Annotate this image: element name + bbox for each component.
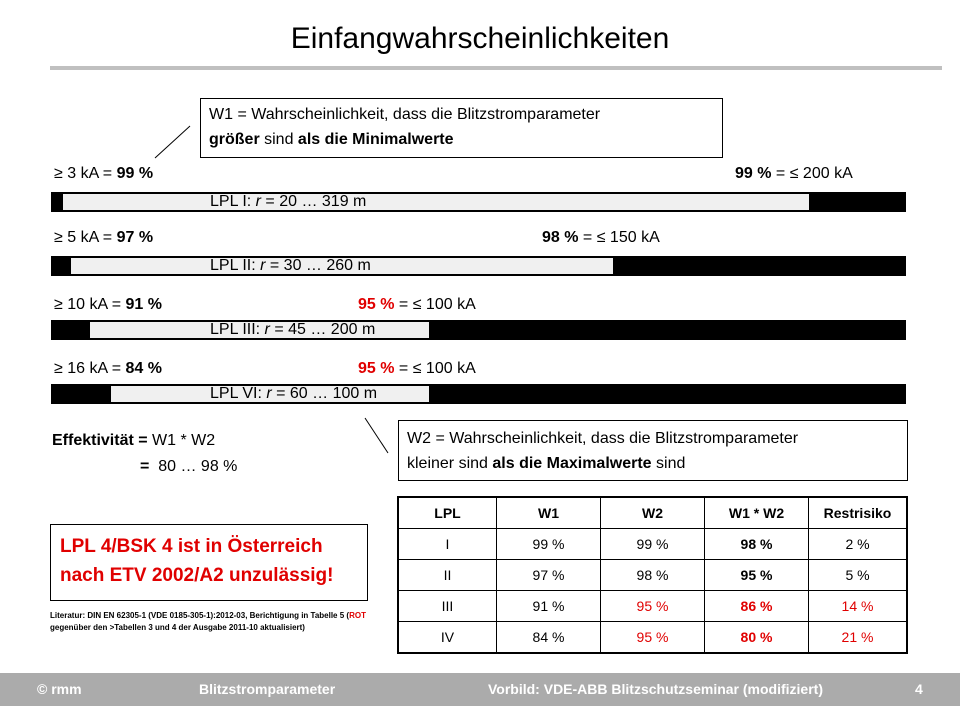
effectiveness-formula [52, 432, 215, 450]
effectiveness-formula-text: W1 * W2 [152, 432, 216, 449]
cell-restrisiko: 2 % [809, 529, 908, 560]
cell-w1w2: 98 % [705, 529, 809, 560]
cell-w2: 98 % [601, 560, 705, 591]
w2-definition-line2 [407, 451, 899, 476]
effectiveness-result [140, 458, 237, 476]
w2-definition-line1: W2 = Wahrscheinlichkeit, dass die Blitzstromparameter [407, 430, 799, 447]
row-4-left-label [54, 360, 162, 378]
lpl-4-label-r: r [266, 385, 272, 402]
row-3-right-suffix: = ≤ 100 kA [394, 296, 476, 313]
row-4-right-suffix: = ≤ 100 kA [394, 360, 476, 377]
table-row [398, 591, 907, 622]
cell-w1: 99 % [497, 529, 601, 560]
literature-reference [50, 610, 370, 634]
row-1-right-value: 99 % [735, 165, 772, 182]
table-row [398, 622, 907, 654]
lpl-1-range-bar [51, 192, 906, 212]
cell-w2: 95 % [601, 591, 705, 622]
lpl-4-label-range: = 60 … 100 m [271, 385, 378, 402]
w2-line2-start: kleiner sind [407, 455, 493, 472]
lpl-2-label-r: r [260, 257, 266, 274]
header-restrisiko: Restrisiko [809, 497, 908, 529]
lpl-2-label-range: = 30 … 260 m [265, 257, 371, 274]
w1-definition-line2 [209, 127, 714, 152]
w1-connector-line [155, 126, 190, 158]
warning-line1: LPL 4/BSK 4 ist in Österreich [60, 536, 323, 557]
lpl-2-range-label [210, 257, 371, 275]
row-2-right-label [542, 229, 660, 247]
cell-lpl: IV [398, 622, 497, 654]
w2-line2-end: sind [651, 455, 686, 472]
footer-source: Vorbild: VDE-ABB Blitzschutzseminar (modifiziert) [488, 681, 823, 697]
effectiveness-label: Effektivität = [52, 432, 153, 449]
effectiveness-value: 80 … 98 % [158, 458, 238, 475]
row-2-right-suffix: = ≤ 150 kA [578, 229, 660, 246]
row-2-left-label [54, 229, 153, 247]
cell-lpl: II [398, 560, 497, 591]
header-w1w2: W1 * W2 [705, 497, 809, 529]
w1-mid-text: sind [259, 131, 298, 148]
header-lpl: LPL [398, 497, 497, 529]
lpl-1-label-prefix: LPL I: [210, 193, 256, 210]
cell-lpl: I [398, 529, 497, 560]
cell-w2: 99 % [601, 529, 705, 560]
w1-definition-line1: W1 = Wahrscheinlichkeit, dass die Blitzstromparameter [209, 106, 601, 123]
row-2-right-value: 98 % [542, 229, 579, 246]
row-1-right-label [735, 165, 853, 183]
w1-bold-greater: größer [209, 131, 260, 148]
footer-page-number: 4 [915, 681, 923, 697]
cell-w1: 97 % [497, 560, 601, 591]
lpl-2-label-prefix: LPL II: [210, 257, 261, 274]
page-title: Einfangwahrscheinlichkeiten [290, 22, 670, 55]
cell-w2: 95 % [601, 622, 705, 654]
slide-footer [0, 673, 960, 706]
row-4-right-label [358, 360, 476, 378]
lpl-4-label-prefix: LPL VI: [210, 385, 267, 402]
row-1-left-value: 99 % [116, 165, 154, 182]
lpl-1-label-range: = 20 … 319 m [260, 193, 367, 210]
row-4-right-value: 95 % [358, 360, 395, 377]
row-3-right-value: 95 % [358, 296, 395, 313]
literature-rot: ROT [349, 611, 366, 620]
row-4-left-prefix: ≥ 16 kA = [54, 360, 126, 377]
probability-table [397, 496, 908, 654]
row-3-left-value: 91 % [125, 296, 162, 313]
row-3-left-prefix: ≥ 10 kA = [54, 296, 126, 313]
cell-w1: 91 % [497, 591, 601, 622]
header-w2: W2 [601, 497, 705, 529]
table-row [398, 560, 907, 591]
lpl-2-range-bar [51, 256, 906, 276]
row-1-left-prefix: ≥ 3 kA = [54, 165, 117, 182]
w2-connector-line [365, 418, 388, 453]
cell-restrisiko: 14 % [809, 591, 908, 622]
w2-definition-callout [398, 420, 908, 481]
header-w1: W1 [497, 497, 601, 529]
cell-restrisiko: 5 % [809, 560, 908, 591]
effectiveness-equals: = [140, 458, 159, 475]
cell-lpl: III [398, 591, 497, 622]
cell-w1w2: 95 % [705, 560, 809, 591]
footer-copyright: © rmm [37, 681, 82, 697]
w1-definition-callout [200, 98, 723, 158]
row-2-left-prefix: ≥ 5 kA = [54, 229, 117, 246]
row-2-left-value: 97 % [116, 229, 154, 246]
row-4-left-value: 84 % [125, 360, 162, 377]
w2-bold-maximum: als die Maximalwerte [492, 455, 652, 472]
cell-w1: 84 % [497, 622, 601, 654]
lpl-3-label-r: r [264, 321, 270, 338]
austria-warning-box [50, 524, 368, 601]
row-1-right-suffix: = ≤ 200 kA [771, 165, 853, 182]
cell-restrisiko: 21 % [809, 622, 908, 654]
lpl-3-label-prefix: LPL III: [210, 321, 265, 338]
lpl-3-label-range: = 45 … 200 m [269, 321, 376, 338]
lpl-1-range-label [210, 193, 366, 211]
lpl-3-range-label [210, 321, 375, 339]
lpl-3-range-bar [51, 320, 906, 340]
cell-w1w2: 86 % [705, 591, 809, 622]
lpl-4-range-label [210, 385, 377, 403]
literature-text-end: gegenüber den >Tabellen 3 und 4 der Ausgabe 2011-10 aktualisiert) [50, 623, 305, 632]
literature-text-start: Literatur: DIN EN 62305-1 (VDE 0185-305-1):2012-03, Berichtigung in Tabelle 5 ( [50, 611, 350, 620]
cell-w1w2: 80 % [705, 622, 809, 654]
row-3-right-label [358, 296, 476, 314]
warning-line2: nach ETV 2002/A2 unzulässig! [60, 565, 334, 586]
row-3-left-label [54, 296, 162, 314]
table-row [398, 529, 907, 560]
table-header-row [398, 497, 907, 529]
lpl-1-range-fill [63, 194, 809, 210]
row-1-left-label [54, 165, 153, 183]
lpl-1-label-r: r [255, 193, 261, 210]
w1-bold-minimum: als die Minimalwerte [297, 131, 454, 148]
lpl-4-range-bar [51, 384, 906, 404]
footer-topic: Blitzstromparameter [199, 681, 336, 697]
